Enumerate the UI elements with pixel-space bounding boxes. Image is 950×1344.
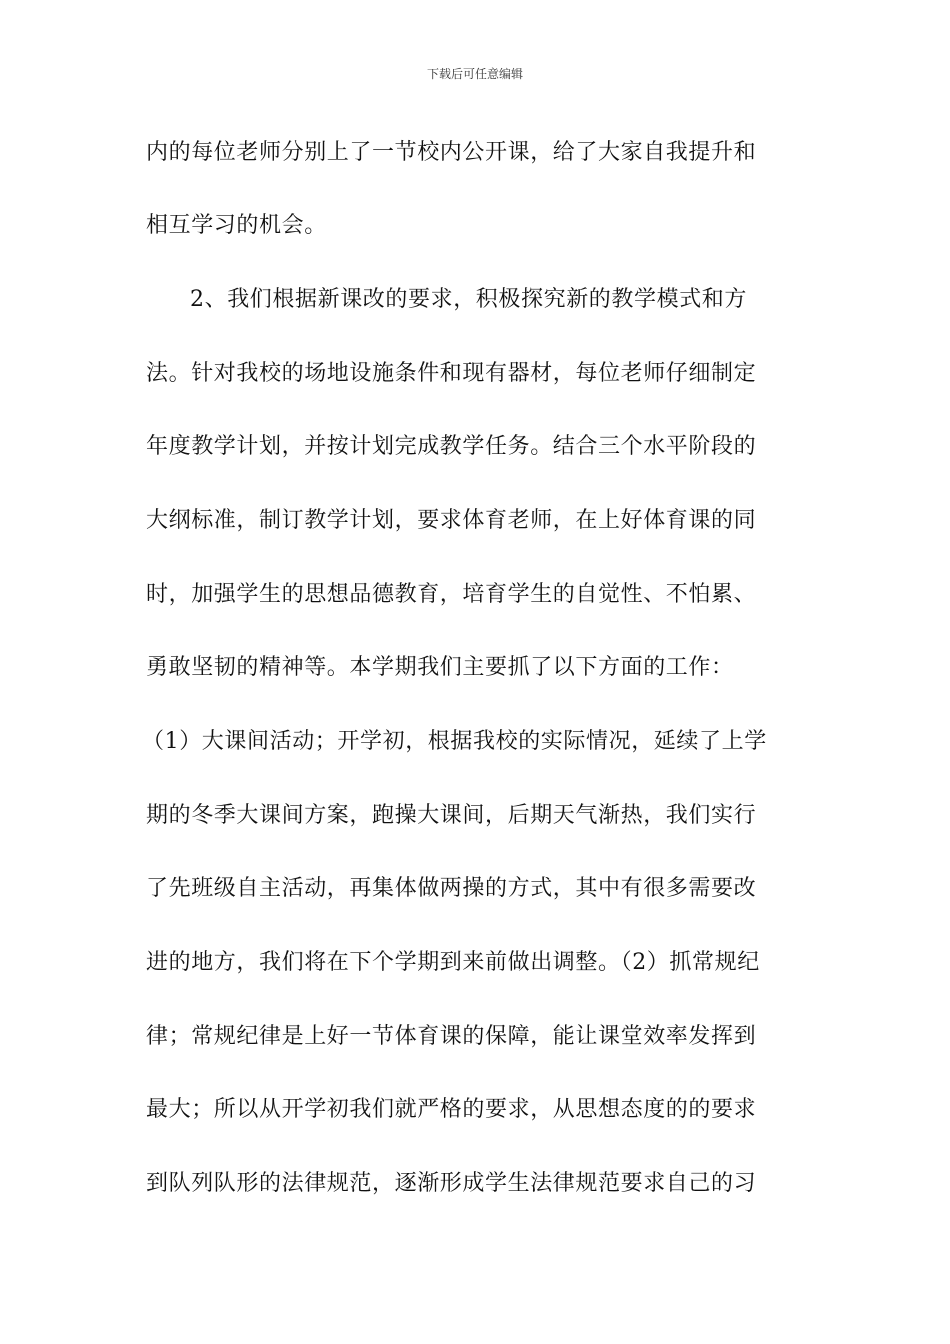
paragraph-line: 律；常规纪律是上好一节体育课的保障，能让课堂效率发挥到 xyxy=(146,1024,757,1049)
paragraph-line: 最大；所以从开学初我们就严格的要求，从思想态度的的要求 xyxy=(146,1097,757,1122)
paragraph-line: 时，加强学生的思想品德教育，培育学生的自觉性、不怕累、 xyxy=(146,582,757,607)
paragraph-line: 到队列队形的法律规范，逐渐形成学生法律规范要求自己的习 xyxy=(146,1171,757,1196)
paragraph-line: 大纲标准，制订教学计划，要求体育老师，在上好体育课的同 xyxy=(146,508,757,533)
paragraph-line: 相互学习的机会。 xyxy=(146,213,327,238)
paragraph-line: 期的冬季大课间方案，跑操大课间，后期天气渐热，我们实行 xyxy=(146,803,757,828)
paragraph-line: 年度教学计划，并按计划完成教学任务。结合三个水平阶段的 xyxy=(146,434,757,459)
paragraph-line: （1）大课间活动；开学初，根据我校的实际情况，延续了上学 xyxy=(142,729,767,754)
paragraph-line: 勇敢坚韧的精神等。本学期我们主要抓了以下方面的工作： xyxy=(146,655,734,680)
paragraph-line: 2、我们根据新课改的要求，积极探究新的教学模式和方 xyxy=(190,287,747,312)
paragraph-line: 了先班级自主活动，再集体做两操的方式，其中有很多需要改 xyxy=(146,876,757,901)
paragraph-line: 内的每位老师分别上了一节校内公开课，给了大家自我提升和 xyxy=(146,140,757,165)
paragraph-line: 法。针对我校的场地设施条件和现有器材，每位老师仔细制定 xyxy=(146,361,757,386)
page-header: 下载后可任意编辑 xyxy=(426,67,523,81)
paragraph-line: 进的地方，我们将在下个学期到来前做出调整。（2）抓常规纪 xyxy=(146,950,760,975)
